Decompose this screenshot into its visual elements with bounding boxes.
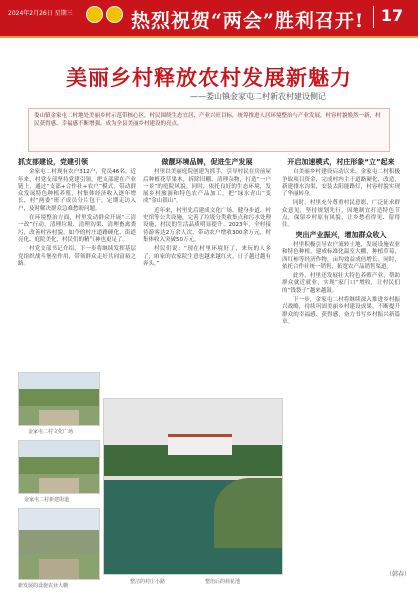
article-column-2 [143,158,271,388]
paragraph: 同时，村里充分尊重村民意愿，广泛征求群众意见，坚持规划先行，因地制宜打造特色节点，保留乡村原有风貌，让乡愁看得见、留得住。 [282,200,400,229]
photo-new-street [18,440,100,494]
section-heading: 做靓环境品牌，促进生产发展 [161,158,253,166]
paragraph: 村里积极引导农户流转土地，发展设施农业和特色种植，建成标准化温室大棚，种植草莓、西红柿等经济作物，亩均效益成倍增长。同时，依托合作社统一销售，拓宽农产品销售渠道。 [282,241,400,270]
header-banner: 热烈祝贺“两会”胜利召开! [131,10,365,32]
photo-greenhouse [18,508,100,580]
article-column-3 [282,158,400,564]
article-title: 美丽乡村释放农村发展新魅力 [66,65,352,90]
article-column-1 [18,158,136,358]
article-lead: 娄山镇金家屯二村地处美丽乡村示范带核心区，村民围绕生态宜居、产业兴旺目标，统筹推进人居环境整治与产业发展，村容村貌焕然一新，村民获得感、幸福感不断增强，成为全县美丽乡村建设的亮点。 [28,108,390,152]
paragraph: 在环境整治方面，村里发动群众开展“三清一改”行动，清理垃圾、清理沟渠、清理畜禽粪污，改善村容村貌。如今的村庄道路硬化、街道亮化、庭院美化，村民们的精气神也更足了。 [18,215,136,243]
paragraph: 自美丽乡村建设启动以来，金家屯二村积极争取项目资金，完成村内主干道路硬化、改造，新建排水沟渠，安装太阳能路灯，村容村貌实现了华丽转身。 [282,169,400,198]
page-number: 17 [373,6,410,28]
photo-caption: 整治后的荷花池 [205,579,241,585]
section-heading: 突出产业振兴，增加群众收入 [295,230,387,239]
paragraph: 近年来，村里先后建成文化广场、健身步道、村史馆等公共设施，完善了垃圾分类收集点和污水处理设施，村民的生活品质明显提升。2023年，全村接待游客达2万余人次，带动农户增收300余万元，村集体收入突破50万元。 [143,207,271,243]
photo-caption: 新发展的设施农业大棚 [18,583,69,589]
page-header [0,0,418,36]
issue-date: 2024年2月26日 星期三 [8,10,73,17]
header-divider [0,36,418,38]
photo-culture-square [18,372,100,426]
paragraph: 下一步，金家屯二村将继续深入推进乡村振兴战略，持续巩固美丽乡村建设成果，不断提升群众的幸福感、获得感，奋力书写乡村振兴新篇章。 [282,297,400,325]
paragraph: 金家屯二村现有农户312户，党员46名。近年来，村党支部坚持党建引领，把支部建在产业链上，通过“支部+合作社+农户”模式，带动群众发展特色种植养殖，村集体经济收入逐年增长，村“两委”班子成员分片包干，定期走访入户，及时解决群众急难愁盼问题。 [18,169,136,212]
emblem-icon [106,6,123,23]
emblem-icon [86,6,103,23]
paragraph: 村民们说：“现在村里环境好了，来玩的人多了，咱家的农家院生意也越来越红火，日子越过越有奔头。” [143,246,271,267]
section-heading: 开启加速模式，村庄形象“立”起来 [287,158,395,166]
article-subtitle: ——娄山镇金家屯二村新农村建设侧记 [190,92,326,101]
paragraph: 村里以美丽庭院创建为抓手，引导村民在房前屋后种植花草果木，拆除旧棚、清理杂物，打造“一户一景”的庭院风貌。同时，依托良好的生态环境，发展乡村旅游和特色农产品加工，把“绿水青山”变成“金山银山”。 [143,169,271,205]
paragraph: 此外，村里还发展壮大特色养殖产业，帮助群众就近就业，实现“家门口”增收，让村民们的“钱袋子”越来越鼓。 [282,273,400,294]
photo-caption: 整洁的村庄小路 [130,579,166,585]
paragraph: 村党支部书记介绍，下一步将继续发挥基层党组织战斗堡垒作用，带领群众走好共同富裕之路。 [18,246,136,267]
photo-lotus-pond [103,398,283,575]
photo-caption: 金家屯二村文化广场 [28,429,74,435]
author-tag: （韩春） [385,571,410,578]
section-heading: 抓支部建设，党建引领 [18,158,88,166]
photo-caption: 金家屯二村新建街道 [24,497,70,503]
